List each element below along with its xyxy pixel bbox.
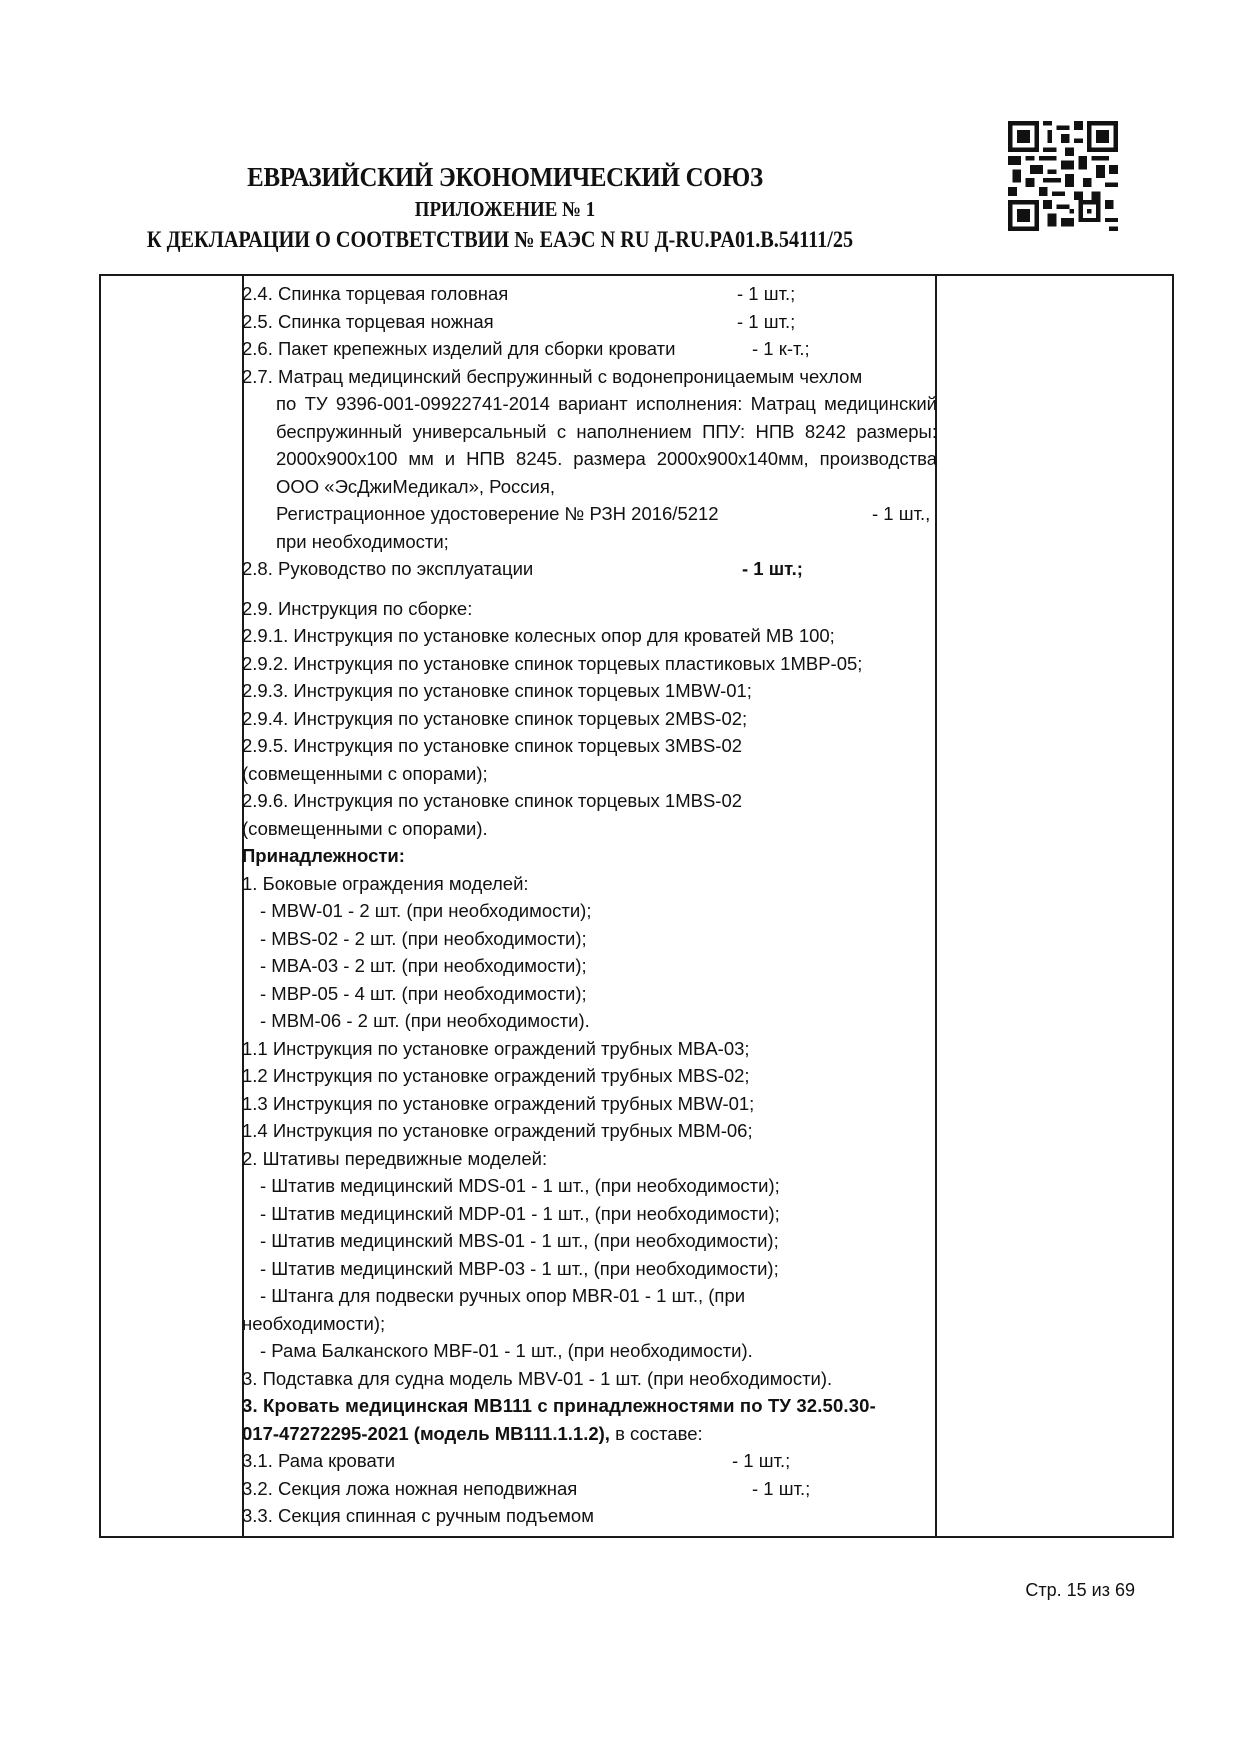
list-item [242,1475,937,1503]
item-qty: - 1 шт.; [752,1477,811,1499]
list-item: 2.9.3. Инструкция по установке спинок торцевых 1MBW-01; [242,680,752,701]
list-item: - Штатив медицинский MBS-01 - 1 шт., (при необходимости); [260,1230,779,1251]
section-3-model: 017-47272295-2021 (модель МВ111.1.1.2), [242,1422,610,1444]
list-item: - Штатив медицинский MBP-03 - 1 шт., (при необходимости); [260,1257,779,1279]
item-qty: - 1 шт.; [732,1450,791,1471]
item-text: 3.1. Рама кровати [242,1450,396,1471]
list-item: 1.4 Инструкция по установке ограждений трубных MBM-06; [242,1120,753,1141]
list-item: 2.9.2. Инструкция по установке спинок торцевых пластиковых 1МВР-05; [242,652,863,674]
list-item [242,528,937,556]
list-item: - Штатив медицинский MDP-01 - 1 шт., (при необходимости); [260,1202,780,1224]
item-text: 3.2. Секция ложа ножная неподвижная [242,1477,578,1499]
page-number: Стр. 15 из 69 [1025,1580,1135,1600]
list-item: 1.2 Инструкция по установке ограждений трубных MBS-02; [242,1065,750,1086]
list-item: - Рама Балканского MBF-01 - 1 шт., (при необходимости). [260,1340,753,1361]
section-3-title-cont [242,1420,937,1448]
list-item: 2.9.4. Инструкция по установке спинок торцевых 2MBS-02; [242,707,748,729]
item-text: 2.7. Матрац медицинский беспружинный с водонепроницаемым чехлом [242,365,863,387]
list-item: - MBP-05 - 4 шт. (при необходимости); [260,982,587,1004]
appendix-title: ПРИЛОЖЕНИЕ № 1 [414,197,596,221]
item-text: 2.6. Пакет крепежных изделий для сборки кровати [242,338,676,359]
list-item: 3. Подставка для судна модель MBV-01 - 1 шт. (при необходимости). [242,1367,833,1389]
list-item [242,1447,937,1475]
mattress-description: по ТУ 9396-001-09922741-2014 вариант исполнения: Матрац медицинский беспружинный универсальный с наполнением ППУ: НПВ 8242 размеры: 2000х900х100 мм и НПВ 8245. размера 2000х900х140мм, производства ООО «ЭсДжиМедикал», Россия, [276,393,937,497]
section-3-title: 3. Кровать медицинская МВ111 с принадлежностями по ТУ 32.50.30- [242,1395,876,1416]
registration-text: Регистрационное удостоверение № РЗН 2016/5212 [276,503,719,524]
accessories-heading: Принадлежности: [242,845,405,866]
item-text: при необходимости; [276,530,449,552]
document-header [0,160,1010,256]
item-text: 2.8. Руководство по эксплуатации [242,558,534,579]
list-item: 1.3 Инструкция по установке ограждений трубных MBW-01; [242,1092,755,1114]
list-item [242,363,937,391]
list-item: необходимости); [242,1312,386,1334]
list-item: 2.9.5. Инструкция по установке спинок торцевых 3MBS-02 [242,735,743,756]
list-item [242,280,937,308]
list-item: (совмещенными с опорами). [242,817,488,839]
list-item: 2. Штативы передвижные моделей: [242,1147,548,1169]
list-item: - MBM-06 - 2 шт. (при необходимости). [260,1010,590,1031]
list-item: 2.9.1. Инструкция по установке колесных опор для кроватей МВ 100; [242,625,835,646]
item-qty: - 1 шт.; [742,558,803,579]
section-3-suffix: в составе: [609,1422,703,1444]
list-item: 2.9.6. Инструкция по установке спинок торцевых 1MBS-02 [242,790,743,811]
list-item [242,500,937,528]
qr-code-icon [1008,120,1118,232]
list-item [242,555,937,583]
item-qty: - 1 шт.; [737,283,796,304]
list-item: - MBA-03 - 2 шт. (при необходимости); [260,955,587,976]
list-item: - MBW-01 - 2 шт. (при необходимости); [260,900,592,921]
table-content-cell [242,280,937,1530]
list-item: - Штатив медицинский MDS-01 - 1 шт., (при необходимости); [260,1175,780,1196]
item-text: 2.5. Спинка торцевая ножная [242,310,494,332]
list-item: 1. Боковые ограждения моделей: [242,872,529,894]
declaration-title: К ДЕКЛАРАЦИИ О СООТВЕТСТВИИ № ЕАЭС N RU Д-RU.PA01.B.54111/25 [146,227,854,252]
list-item: - MBS-02 - 2 шт. (при необходимости); [260,927,587,949]
list-item: 3.3. Секция спинная с ручным подъемом [242,1505,594,1526]
list-item: - Штанга для подвески ручных опор MBR-01 - 1 шт., (при [260,1285,746,1306]
list-item: 2.9. Инструкция по сборке: [242,597,473,619]
item-qty: - 1 шт.; [737,310,796,332]
list-item [242,335,937,363]
list-item: 1.1 Инструкция по установке ограждений трубных MBA-03; [242,1037,750,1059]
item-qty: - 1 шт., [872,503,931,524]
list-item [242,308,937,336]
list-item: (совмещенными с опорами); [242,762,488,784]
item-qty: - 1 к-т.; [752,338,810,359]
item-text: 2.4. Спинка торцевая головная [242,283,509,304]
union-title: ЕВРАЗИЙСКИЙ ЭКОНОМИЧЕСКИЙ СОЮЗ [247,162,763,192]
